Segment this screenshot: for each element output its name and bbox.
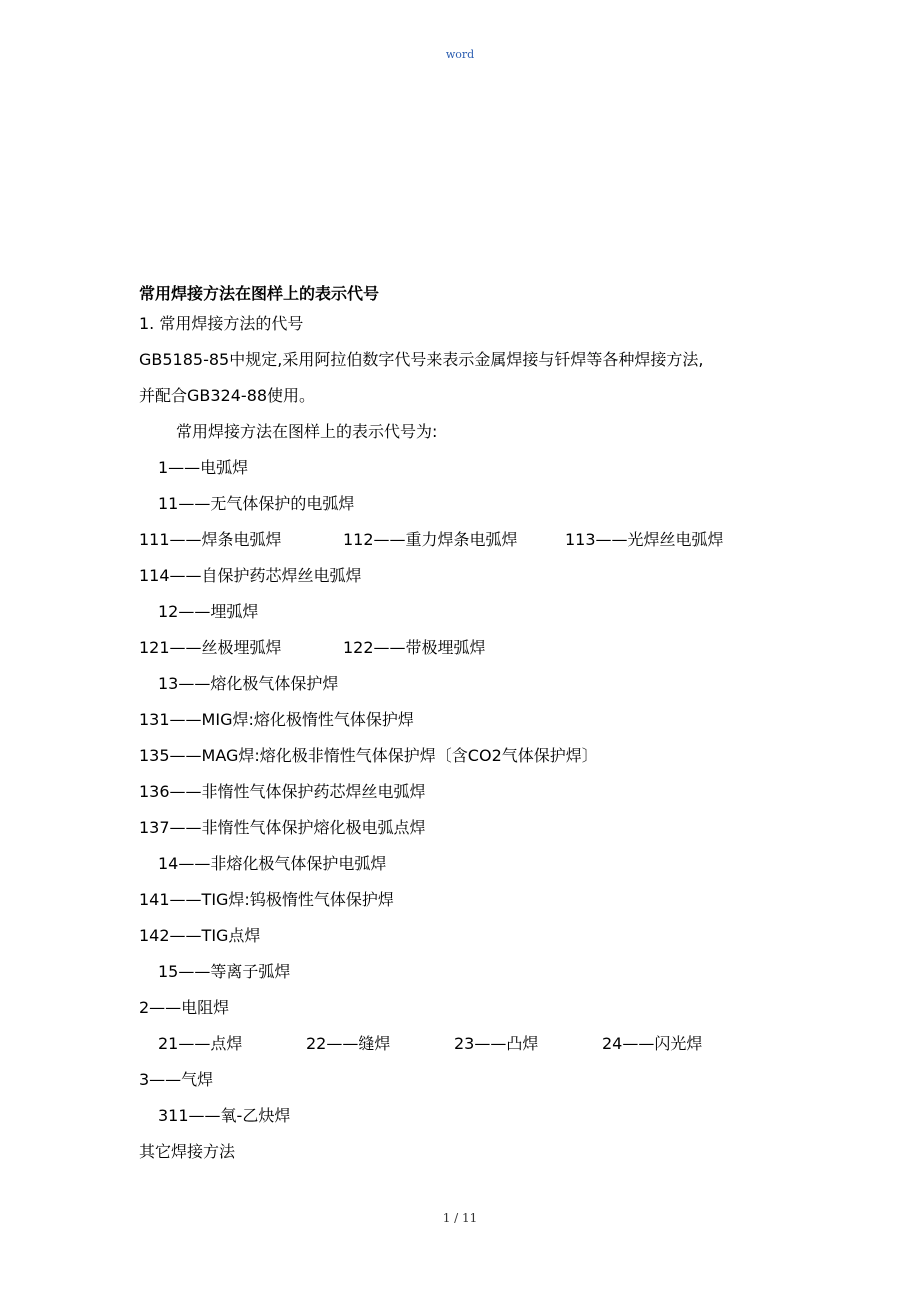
code-121: 121——丝极埋弧焊 [139,638,282,657]
document-title: 常用焊接方法在图样上的表示代号 [139,284,380,303]
code-2: 2——电阻焊 [139,998,230,1017]
page-number: 1 / 11 [442,1211,478,1225]
code-112: 112——重力焊条电弧焊 [343,530,518,549]
code-12: 12——埋弧焊 [158,602,259,621]
code-14: 14——非熔化极气体保护电弧焊 [158,854,387,873]
code-131: 131——MIG焊:熔化极惰性气体保护焊 [139,710,414,729]
code-137: 137——非惰性气体保护熔化极电弧点焊 [139,818,426,837]
other-methods-heading: 其它焊接方法 [139,1142,236,1161]
code-136: 136——非惰性气体保护药芯焊丝电弧焊 [139,782,426,801]
code-135: 135——MAG焊:熔化极非惰性气体保护焊〔含CO2气体保护焊〕 [139,746,598,765]
intro-paragraph-line-3: 常用焊接方法在图样上的表示代号为: [176,422,438,441]
code-1: 1——电弧焊 [158,458,249,477]
code-11: 11——无气体保护的电弧焊 [158,494,355,513]
intro-paragraph-line-1: GB5185-85中规定,采用阿拉伯数字代号来表示金属焊接与钎焊等各种焊接方法, [139,350,704,369]
code-113: 113——光焊丝电弧焊 [565,530,724,549]
code-15: 15——等离子弧焊 [158,962,291,981]
code-142: 142——TIG点焊 [139,926,261,945]
code-23: 23——凸焊 [454,1034,539,1053]
code-111: 111——焊条电弧焊 [139,530,282,549]
code-114: 114——自保护药芯焊丝电弧焊 [139,566,362,585]
intro-paragraph-line-2: 并配合GB324-88使用。 [139,386,316,405]
code-141: 141——TIG焊:钨极惰性气体保护焊 [139,890,394,909]
code-311: 311——氧-乙炔焊 [158,1106,291,1125]
code-3: 3——气焊 [139,1070,214,1089]
code-21: 21——点焊 [158,1034,243,1053]
code-13: 13——熔化极气体保护焊 [158,674,339,693]
code-24: 24——闪光焊 [602,1034,703,1053]
page-header: word [445,48,475,61]
code-22: 22——缝焊 [306,1034,391,1053]
code-122: 122——带极埋弧焊 [343,638,486,657]
section-heading: 1. 常用焊接方法的代号 [139,314,304,333]
